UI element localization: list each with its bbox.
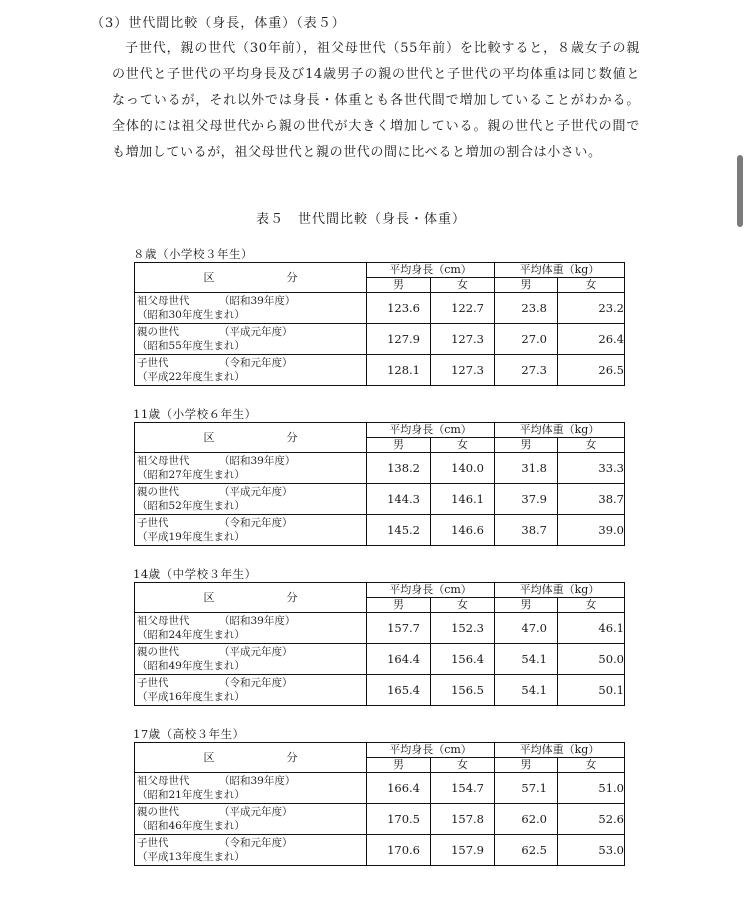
height-female-value: 140.0 [431, 453, 495, 484]
kubun-right: 分 [286, 750, 298, 764]
survey-year: （昭和39年度） [219, 295, 296, 307]
kubun-left: 区 [203, 270, 215, 284]
weight-male-value: 27.3 [495, 355, 558, 386]
weight-female-value: 33.3 [558, 453, 625, 484]
height-male-value: 157.7 [367, 613, 431, 644]
weight-male-value: 54.1 [495, 675, 558, 706]
height-female-value: 127.3 [431, 324, 495, 355]
weight-header: 平均体重（kg） [495, 263, 625, 278]
birth-year: （昭和46年度生まれ） [137, 820, 245, 832]
generation-cell [135, 355, 367, 386]
kubun-left: 区 [203, 750, 215, 764]
generation-name: 祖父母世代 [137, 455, 190, 467]
height-header: 平均身長（cm） [367, 743, 495, 758]
height-male-value: 170.5 [367, 804, 431, 835]
kubun-header [135, 743, 367, 773]
table-row [135, 324, 625, 355]
weight-female-value: 51.0 [558, 773, 625, 804]
age-group-label: 17歳（高校３年生） [133, 727, 245, 741]
generation-cell [135, 453, 367, 484]
table-header-row [135, 583, 625, 598]
generation-name: 子世代 [137, 357, 169, 369]
height-header: 平均身長（cm） [367, 263, 495, 278]
birth-year: （昭和24年度生まれ） [137, 629, 245, 641]
height-female-value: 152.3 [431, 613, 495, 644]
height-male-value: 164.4 [367, 644, 431, 675]
birth-year: （平成13年度生まれ） [137, 851, 245, 863]
generation-name: 祖父母世代 [137, 295, 190, 307]
generation-cell [135, 644, 367, 675]
table-row [135, 675, 625, 706]
height-male-value: 128.1 [367, 355, 431, 386]
generation-name: 祖父母世代 [137, 775, 190, 787]
survey-year: （昭和39年度） [219, 455, 296, 467]
weight-male-value: 62.5 [495, 835, 558, 866]
weight-male-value: 57.1 [495, 773, 558, 804]
body-paragraph: 子世代，親の世代（30年前），祖父母世代（55年前）を比較すると，８歳女子の親の世代と子世代の平均身長及び14歳男子の親の世代と子世代の平均体重は同じ数値となっているが，それ以外では身長・体重とも各世代間で増加していることがわかる。全体的には祖父母世代から親の世代が大きく増加している。親の世代と子世代の間でも増加しているが，祖父母世代と親の世代の間に比べると増加の割合は小さい。 [112, 41, 640, 160]
birth-year: （平成22年度生まれ） [137, 371, 245, 383]
weight-female-value: 38.7 [558, 484, 625, 515]
height-male-value: 145.2 [367, 515, 431, 546]
table-row [135, 293, 625, 324]
height-female-value: 154.7 [431, 773, 495, 804]
generation-cell [135, 773, 367, 804]
generation-name: 親の世代 [137, 326, 179, 338]
comparison-table [134, 422, 625, 546]
table-row [135, 773, 625, 804]
table-row [135, 515, 625, 546]
weight-female-value: 50.0 [558, 644, 625, 675]
weight-male-value: 47.0 [495, 613, 558, 644]
female-header: 女 [558, 438, 625, 453]
height-female-value: 127.3 [431, 355, 495, 386]
comparison-table [134, 742, 625, 866]
birth-year: （昭和52年度生まれ） [137, 500, 245, 512]
generation-name: 親の世代 [137, 486, 179, 498]
vertical-scrollbar[interactable] [737, 155, 743, 227]
weight-male-value: 38.7 [495, 515, 558, 546]
age-group-label: ８歳（小学校３年生） [133, 247, 253, 261]
male-header: 男 [367, 438, 431, 453]
age-group-label: 11歳（小学校６年生） [133, 407, 257, 421]
height-female-value: 157.8 [431, 804, 495, 835]
weight-male-value: 62.0 [495, 804, 558, 835]
table-header-row [135, 743, 625, 758]
generation-name: 親の世代 [137, 806, 179, 818]
birth-year: （昭和55年度生まれ） [137, 340, 245, 352]
height-header: 平均身長（cm） [367, 423, 495, 438]
survey-year: （令和元年度） [219, 517, 293, 529]
age-table-block [133, 726, 625, 866]
survey-year: （平成元年度） [219, 486, 293, 498]
kubun-left: 区 [203, 430, 215, 444]
generation-cell [135, 675, 367, 706]
female-header: 女 [431, 438, 495, 453]
birth-year: （平成16年度生まれ） [137, 691, 245, 703]
height-male-value: 127.9 [367, 324, 431, 355]
age-table-block [133, 246, 625, 386]
weight-header: 平均体重（kg） [495, 583, 625, 598]
kubun-left: 区 [203, 590, 215, 604]
birth-year: （昭和30年度生まれ） [137, 309, 245, 321]
birth-year: （昭和27年度生まれ） [137, 469, 245, 481]
female-header: 女 [558, 598, 625, 613]
male-header: 男 [367, 278, 431, 293]
height-male-value: 144.3 [367, 484, 431, 515]
female-header: 女 [558, 278, 625, 293]
weight-male-value: 54.1 [495, 644, 558, 675]
birth-year: （平成19年度生まれ） [137, 531, 245, 543]
table-row [135, 644, 625, 675]
height-male-value: 123.6 [367, 293, 431, 324]
generation-name: 親の世代 [137, 646, 179, 658]
generation-cell [135, 613, 367, 644]
height-male-value: 170.6 [367, 835, 431, 866]
height-female-value: 146.1 [431, 484, 495, 515]
comparison-table [134, 262, 625, 386]
female-header: 女 [431, 758, 495, 773]
height-female-value: 122.7 [431, 293, 495, 324]
kubun-header [135, 583, 367, 613]
height-female-value: 156.4 [431, 644, 495, 675]
weight-female-value: 46.1 [558, 613, 625, 644]
table-row [135, 804, 625, 835]
age-group-label: 14歳（中学校３年生） [133, 567, 257, 581]
male-header: 男 [495, 598, 558, 613]
section-title: （3）世代間比較（身長，体重）（表５） [91, 16, 346, 31]
female-header: 女 [431, 278, 495, 293]
table-caption: 表５ 世代間比較（身長・体重） [255, 212, 466, 227]
weight-female-value: 26.5 [558, 355, 625, 386]
table-row [135, 484, 625, 515]
survey-year: （昭和39年度） [219, 775, 296, 787]
survey-year: （令和元年度） [219, 837, 293, 849]
height-header: 平均身長（cm） [367, 583, 495, 598]
kubun-header [135, 423, 367, 453]
male-header: 男 [495, 278, 558, 293]
kubun-right: 分 [286, 590, 298, 604]
comparison-table [134, 582, 625, 706]
generation-cell [135, 324, 367, 355]
birth-year: （昭和49年度生まれ） [137, 660, 245, 672]
generation-cell [135, 515, 367, 546]
female-header: 女 [558, 758, 625, 773]
kubun-header [135, 263, 367, 293]
age-table-block [133, 406, 625, 546]
weight-female-value: 50.1 [558, 675, 625, 706]
weight-male-value: 37.9 [495, 484, 558, 515]
kubun-right: 分 [286, 430, 298, 444]
generation-cell [135, 804, 367, 835]
male-header: 男 [495, 438, 558, 453]
weight-female-value: 53.0 [558, 835, 625, 866]
generation-cell [135, 293, 367, 324]
weight-header: 平均体重（kg） [495, 423, 625, 438]
weight-male-value: 23.8 [495, 293, 558, 324]
table-header-row [135, 423, 625, 438]
generation-name: 子世代 [137, 517, 169, 529]
female-header: 女 [431, 598, 495, 613]
kubun-right: 分 [286, 270, 298, 284]
generation-name: 子世代 [137, 677, 169, 689]
generation-name: 祖父母世代 [137, 615, 190, 627]
table-row [135, 453, 625, 484]
birth-year: （昭和21年度生まれ） [137, 789, 245, 801]
table-row [135, 355, 625, 386]
weight-female-value: 52.6 [558, 804, 625, 835]
age-table-block [133, 566, 625, 706]
male-header: 男 [495, 758, 558, 773]
table-row [135, 835, 625, 866]
male-header: 男 [367, 598, 431, 613]
survey-year: （平成元年度） [219, 326, 293, 338]
weight-male-value: 31.8 [495, 453, 558, 484]
table-header-row [135, 263, 625, 278]
survey-year: （昭和39年度） [219, 615, 296, 627]
generation-cell [135, 484, 367, 515]
survey-year: （平成元年度） [219, 646, 293, 658]
weight-header: 平均体重（kg） [495, 743, 625, 758]
survey-year: （令和元年度） [219, 677, 293, 689]
weight-female-value: 26.4 [558, 324, 625, 355]
survey-year: （令和元年度） [219, 357, 293, 369]
weight-female-value: 39.0 [558, 515, 625, 546]
male-header: 男 [367, 758, 431, 773]
height-male-value: 166.4 [367, 773, 431, 804]
height-female-value: 157.9 [431, 835, 495, 866]
survey-year: （平成元年度） [219, 806, 293, 818]
weight-female-value: 23.2 [558, 293, 625, 324]
weight-male-value: 27.0 [495, 324, 558, 355]
height-male-value: 165.4 [367, 675, 431, 706]
generation-cell [135, 835, 367, 866]
height-male-value: 138.2 [367, 453, 431, 484]
generation-name: 子世代 [137, 837, 169, 849]
table-row [135, 613, 625, 644]
height-female-value: 146.6 [431, 515, 495, 546]
height-female-value: 156.5 [431, 675, 495, 706]
